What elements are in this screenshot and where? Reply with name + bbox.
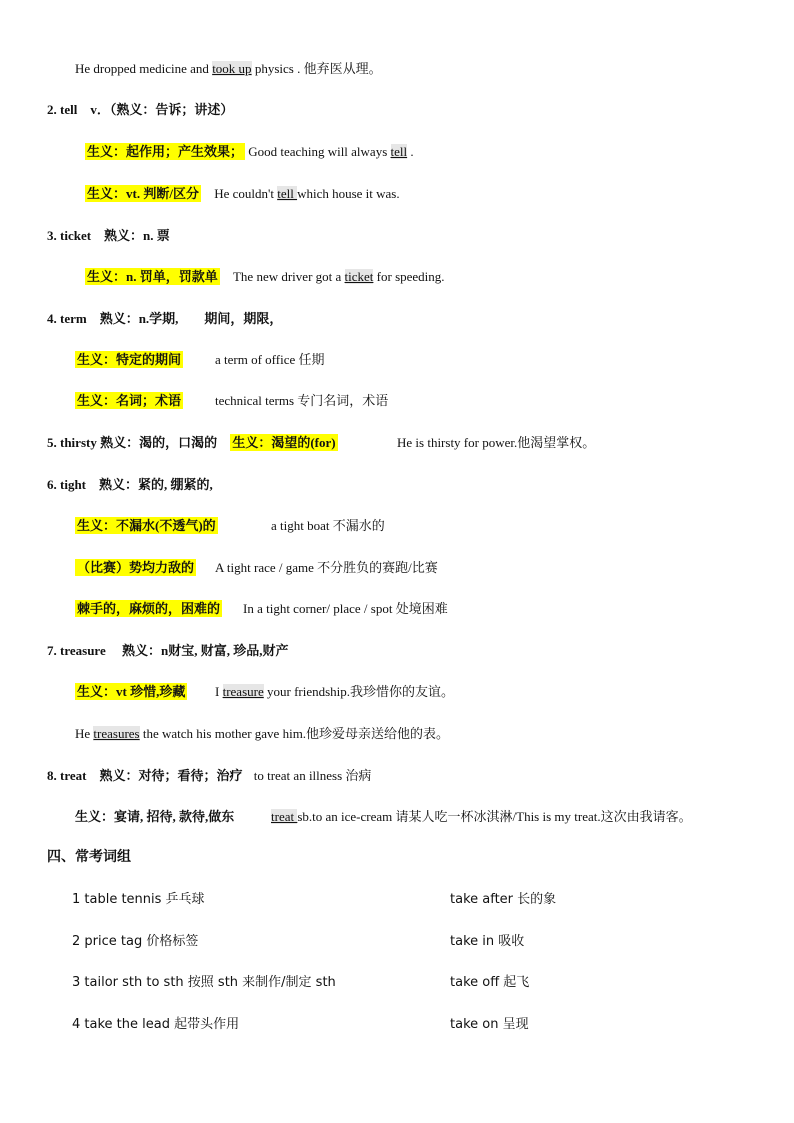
thirsty-example: He is thirsty for power.他渴望掌权。 (397, 435, 596, 450)
thirsty-line (47, 433, 338, 453)
phrase-right-2: take in 吸收 (450, 934, 525, 949)
heading-ticket: 3. ticket 熟义：n. 票 (47, 228, 170, 243)
heading-treasure: 7. treasure 熟义：n财宝, 财富, 珍品,财产 (47, 643, 289, 658)
treasure-example-2: He treasures the watch his mother gave him.他珍爱母亲送给他的表。 (75, 726, 450, 741)
highlight-label: 生义：起作用；产生效果； (87, 144, 244, 159)
treat-example-1: treat sb.to an ice-cream 请某人吃一杯冰淇淋/This is my treat.这次由我请客。 (271, 809, 692, 824)
highlight-label: 生义：不漏水(不透气)的 (77, 518, 216, 533)
phrase-right-4: take on 呈现 (450, 1017, 529, 1032)
treasure-sense-1 (75, 682, 187, 702)
highlight-label: 生义：渴望的(for) (232, 435, 336, 450)
underlined-treasure: treasure (222, 684, 264, 699)
underlined-treasures: treasures (93, 726, 140, 741)
phrase-left-4: 4 take the lead 起带头作用 (72, 1017, 240, 1032)
tight-sense-1 (75, 516, 218, 536)
underlined-tell: tell (390, 144, 408, 159)
tight-example-3: In a tight corner/ place / spot 处境困难 (243, 601, 448, 616)
term-sense-1 (75, 350, 183, 370)
line-took-up: He dropped medicine and took up physics . 他弃医从理。 (75, 61, 382, 76)
highlight-label: 生义：名词；术语 (77, 393, 182, 408)
phrase-right-3: take off 起飞 (450, 975, 530, 990)
highlight-label: 生义：vt. 判断/区分 (87, 186, 199, 201)
underlined-treat: treat (271, 809, 298, 824)
underlined-took-up: took up (212, 61, 252, 76)
underlined-ticket: ticket (344, 269, 374, 284)
tight-example-1: a tight boat 不漏水的 (271, 518, 385, 533)
heading-term: 4. term 熟义：n.学期, 期间，期限， (47, 311, 283, 326)
phrase-left-3: 3 tailor sth to sth 按照 sth 来制作/制定 sth (72, 975, 336, 990)
highlight-label: 生义：n. 罚单，罚款单 (87, 269, 218, 284)
phrase-left-1: 1 table tennis 乒乓球 (72, 892, 205, 907)
term-example-1: a term of office 任期 (215, 352, 325, 367)
treat-heading-line (47, 766, 371, 786)
underlined-tell: tell (277, 186, 298, 201)
section-title: 四、常考词组 (47, 850, 131, 865)
phrase-left-2: 2 price tag 价格标签 (72, 934, 199, 949)
heading-tell: 2. tell v．（熟义：告诉；讲述） (47, 102, 234, 117)
heading-thirsty: 5. thirsty 熟义：渴的，口渴的 (47, 435, 218, 450)
tight-sense-3 (75, 599, 222, 619)
heading-treat: 8. treat 熟义：对待；看待；治疗 (47, 768, 243, 783)
treat-sense-1: 生义：宴请, 招待, 款待,做东 (75, 809, 235, 824)
phrase-right-1: take after 长的象 (450, 892, 557, 907)
ticket-sense-1: 生义：n. 罚单，罚款单 The new driver got a ticket for speeding. (87, 269, 445, 284)
treasure-example-1: I treasure your friendship.我珍惜你的友谊。 (215, 684, 455, 699)
tell-sense-1: 生义：起作用；产生效果； Good teaching will always tell . (87, 144, 414, 159)
term-sense-2 (75, 391, 183, 411)
highlight-label: （比赛）势均力敌的 (77, 560, 195, 575)
tell-sense-2: 生义：vt. 判断/区分 He couldn't tell which house it was. (87, 186, 400, 201)
heading-tight: 6. tight 熟义：紧的, 绷紧的, (47, 477, 213, 492)
highlight-label: 棘手的，麻烦的，困难的 (77, 601, 221, 616)
highlight-label: 生义：特定的期间 (77, 352, 182, 367)
tight-example-2: A tight race / game 不分胜负的赛跑/比赛 (215, 560, 438, 575)
term-example-2: technical terms 专门名词，术语 (215, 393, 389, 408)
tight-sense-2 (75, 558, 196, 578)
highlight-label: 生义：vt 珍惜,珍藏 (77, 684, 186, 699)
treat-example-0: to treat an illness 治病 (253, 768, 372, 783)
